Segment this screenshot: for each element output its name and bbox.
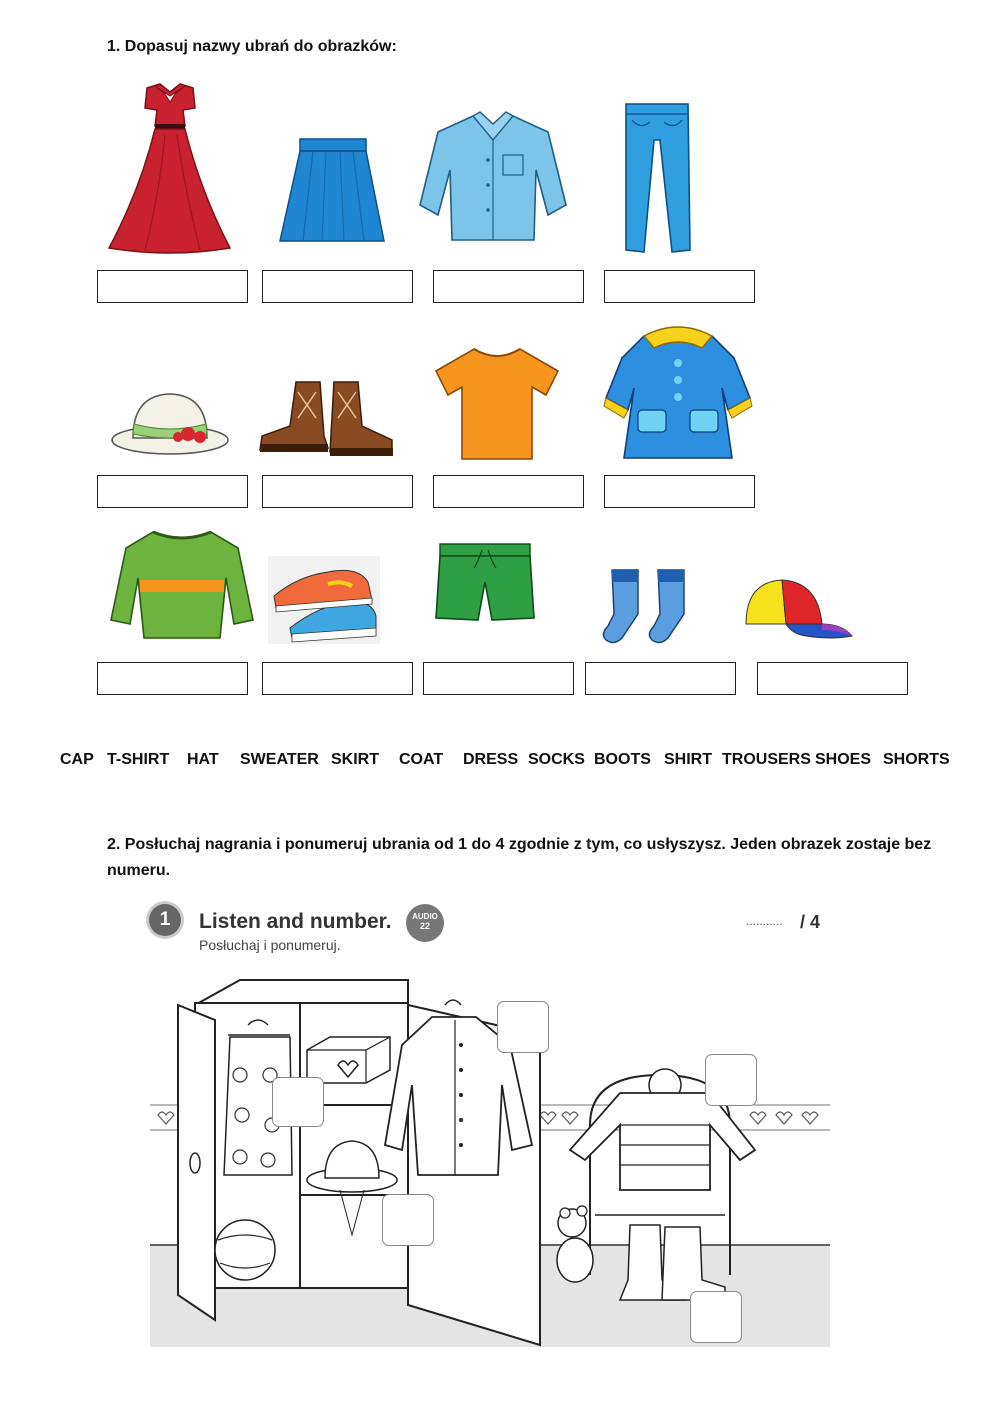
answer-box-boots[interactable] [262, 475, 413, 508]
tshirt-picture [432, 345, 562, 463]
word-bank-item[interactable]: SHOES [815, 751, 872, 768]
coat-picture [604, 318, 752, 463]
number-box-coat[interactable] [497, 1001, 549, 1053]
shirt-picture [418, 110, 568, 245]
number-box-sweater[interactable] [705, 1054, 757, 1106]
exercise-title: Listen and number. [199, 910, 392, 933]
word-bank-item[interactable]: HAT [187, 751, 219, 768]
task1-heading: 1. Dopasuj nazwy ubrań do obrazków: [107, 38, 397, 55]
task2-heading-line1: 2. Posłuchaj nagrania i ponumeruj ubrania od 1 do 4 zgodnie z tym, co usłyszysz. Jeden obrazek zostaje bez [107, 836, 932, 853]
word-bank-item[interactable]: TROUSERS [722, 751, 811, 768]
answer-box-tshirt[interactable] [433, 475, 584, 508]
answer-box-coat[interactable] [604, 475, 755, 508]
word-bank-item[interactable]: SWEATER [240, 751, 319, 768]
audio-label: AUDIO [412, 912, 438, 921]
word-bank-item[interactable]: T-SHIRT [107, 751, 170, 768]
word-bank-item[interactable]: SKIRT [331, 751, 379, 768]
jeans-picture [620, 100, 695, 258]
word-bank-item[interactable]: CAP [60, 751, 94, 768]
answer-box-trousers[interactable] [604, 270, 755, 303]
audio-badge[interactable] [406, 904, 444, 942]
answer-box-shirt[interactable] [433, 270, 584, 303]
word-bank-item[interactable]: SOCKS [528, 751, 585, 768]
word-bank-item[interactable]: DRESS [463, 751, 519, 768]
word-bank-item[interactable]: SHORTS [883, 751, 950, 768]
boots-picture [258, 378, 396, 460]
exercise-subtitle: Posłuchaj i ponumeruj. [199, 937, 341, 953]
answer-box-shorts[interactable] [423, 662, 574, 695]
audio-track-number: 22 [419, 921, 430, 931]
answer-box-shoes[interactable] [262, 662, 413, 695]
answer-box-dress[interactable] [97, 270, 248, 303]
answer-box-cap[interactable] [757, 662, 908, 695]
sneakers-picture [268, 556, 380, 644]
cap-picture [742, 578, 854, 642]
shorts-picture [434, 542, 536, 624]
sweater-picture [108, 528, 256, 643]
word-bank-item[interactable]: BOOTS [594, 751, 651, 768]
number-box-hat[interactable] [382, 1194, 434, 1246]
answer-box-hat[interactable] [97, 475, 248, 508]
word-bank-item[interactable]: COAT [399, 751, 444, 768]
dress-picture [105, 80, 235, 255]
answer-box-socks[interactable] [585, 662, 736, 695]
number-box-dress[interactable] [272, 1077, 324, 1127]
skirt-picture [278, 135, 388, 245]
score-dots: ........... [746, 914, 783, 928]
answer-box-sweater[interactable] [97, 662, 248, 695]
word-bank-item[interactable]: SHIRT [664, 751, 712, 768]
task2-heading-line2: numeru. [107, 862, 171, 879]
exercise-number-badge: 1 [149, 904, 181, 936]
score-total: / 4 [800, 912, 821, 932]
hat-picture [108, 390, 233, 460]
answer-box-skirt[interactable] [262, 270, 413, 303]
socks-picture [600, 568, 696, 646]
number-box-boots[interactable] [690, 1291, 742, 1343]
